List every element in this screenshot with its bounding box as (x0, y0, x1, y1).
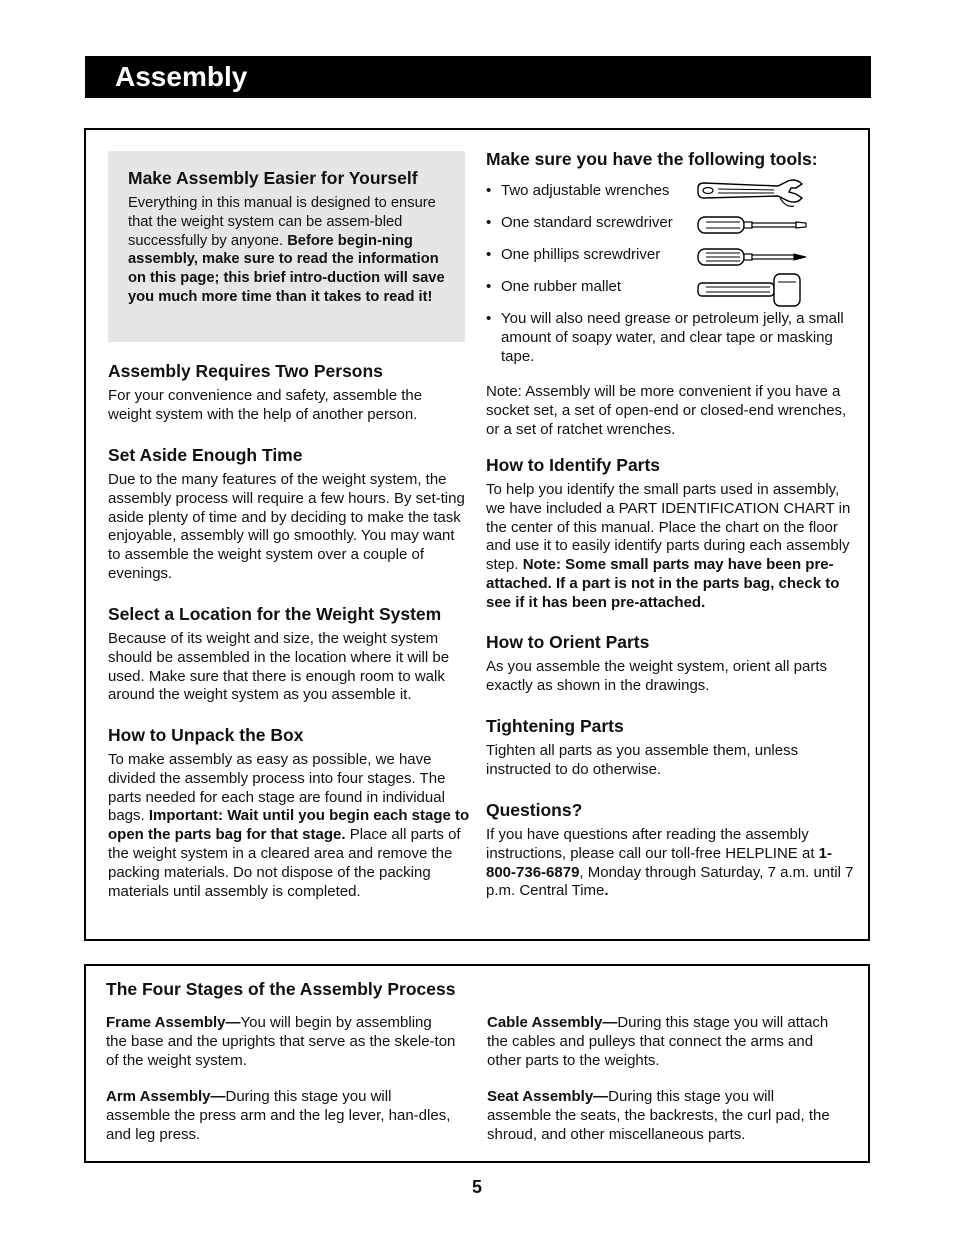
tool-item: • Two adjustable wrenches (486, 182, 856, 214)
tools-extra: • You will also need grease or petroleum jelly, a small amount of soapy water, and clear tape or masking tape. (486, 310, 856, 366)
adjustable-wrench-icon (696, 178, 806, 212)
stages-heading: The Four Stages of the Assembly Process (106, 979, 456, 999)
intro-heading: Make Assembly Easier for Yourself (128, 168, 418, 188)
intro-callout (108, 151, 465, 342)
section-heading: How to Orient Parts (486, 632, 650, 652)
section-identify-parts (486, 454, 856, 613)
tools-note (486, 378, 856, 439)
section-unpack (108, 724, 470, 901)
section-heading: How to Unpack the Box (108, 725, 304, 745)
rubber-mallet-icon (696, 272, 808, 308)
stage-seat-assembly: Seat Assembly—During this stage you will assemble the seats, the backrests, the curl pad, the shroud, and other miscellaneous parts. (487, 1088, 830, 1143)
section-heading: How to Identify Parts (486, 455, 661, 475)
section-heading: Set Aside Enough Time (108, 445, 303, 465)
section-text: As you assemble the weight system, orient all parts exactly as shown in the drawings. (486, 658, 827, 694)
section-questions (486, 799, 856, 901)
tool-item: • One phillips screwdriver (486, 246, 856, 278)
note-text: Note: Assembly will be more convenient if you have a socket set, a set of open-end or closed-end wrenches, or a set of ratchet wrenches. (486, 383, 847, 438)
section-text: To make assembly as easy as possible, we have divided the assembly process into four stages. The parts needed for each stage are found in individual bags. Important: Wait until you begin each stage to open the parts bag for that stage. Place all parts of the weight system in a cleared area and remove the packing materials. Do not dispose of the packing materials until assembly is completed. (108, 751, 470, 900)
tool-item: • One rubber mallet (486, 278, 856, 310)
section-enough-time (108, 444, 466, 584)
tool-item: • One standard screwdriver (486, 214, 856, 246)
section-two-persons (108, 360, 466, 425)
section-title-bar (85, 56, 871, 98)
phillips-screwdriver-icon (696, 246, 808, 268)
section-heading: Assembly Requires Two Persons (108, 361, 383, 381)
tools-heading: Make sure you have the following tools: (486, 149, 818, 169)
stage-frame-assembly: Frame Assembly—You will begin by assembling the base and the uprights that serve as the skele-ton of the weight system. (106, 1014, 456, 1069)
section-text: Due to the many features of the weight system, the assembly process will require a few hours. By set-ting aside plenty of time and by deciding to make the task enjoyable, assembly will go smoothly. You may want to assemble the weight system over a couple of evenings. (108, 471, 465, 582)
stage-cable-assembly: Cable Assembly—During this stage you will attach the cables and pulleys that connect the arms and other parts to the weights. (487, 1014, 829, 1069)
helpline-number: 1-800-736-6879 (486, 844, 832, 881)
stage-arm-assembly: Arm Assembly—During this stage you will assemble the press arm and the leg lever, han-dles, and leg press. (106, 1088, 451, 1143)
section-heading: Tightening Parts (486, 716, 624, 736)
standard-screwdriver-icon (696, 214, 808, 236)
section-location (108, 603, 470, 705)
section-text: To help you identify the small parts used in assembly, we have included a PART IDENTIFICATION CHART in the center of this manual. Place the chart on the floor and use it to easily identify parts during each assembly step. Note: Some small parts may have been pre-attached. If a part is not in the parts bag, check to see if it has been pre-attached. (486, 481, 851, 611)
intro-text: Everything in this manual is designed to ensure that the weight system can be assem-bled successfully by anyone. Before begin-ning assembly, make sure to read the information on this page; this brief intro-duction will save you much more time than it takes to read it! (128, 195, 445, 305)
tools-section (486, 148, 856, 170)
section-text: Because of its weight and size, the weight system should be assembled in the location where it will be used. Make sure that there is enough room to walk around the weight system as you assemble it. (108, 630, 450, 704)
section-heading: Select a Location for the Weight System (108, 604, 442, 624)
section-text: Tighten all parts as you assemble them, unless instructed to do otherwise. (486, 742, 799, 778)
section-tightening (486, 715, 856, 780)
assembly-stages-box (84, 964, 870, 1163)
page-number: 5 (471, 1177, 482, 1197)
section-text: For your convenience and safety, assemble the weight system with the help of another person. (108, 387, 423, 423)
section-heading: Questions? (486, 800, 583, 820)
section-orient-parts (486, 631, 856, 696)
section-text: If you have questions after reading the assembly instructions, please call our toll-free HELPLINE at 1-800-736-6879, Monday through Saturday, 7 a.m. until 7 p.m. Central Time. (486, 826, 854, 900)
page-title: Assembly (115, 61, 248, 92)
assembly-info-box (84, 128, 870, 941)
